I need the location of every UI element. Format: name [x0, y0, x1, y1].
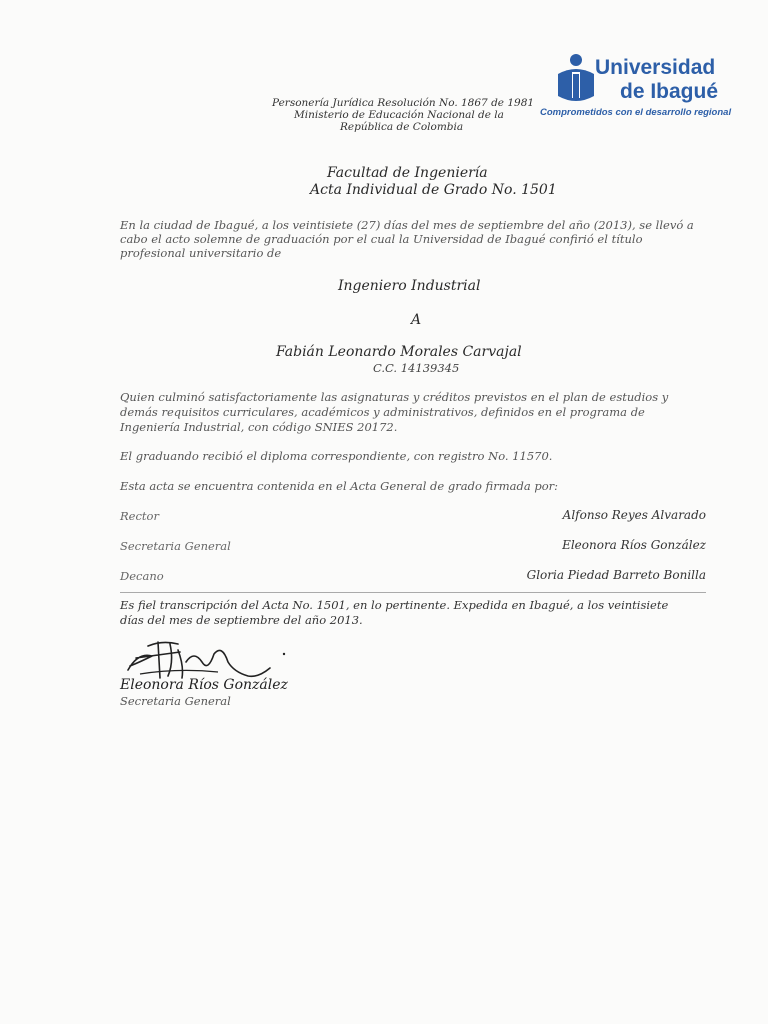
diploma-registration: El graduando recibió el diploma correspondiente, con registro No. 11570.: [120, 449, 553, 463]
signer-role: Secretaria General: [120, 694, 231, 708]
transcription-line2: días del mes de septiembre del año 2013.: [120, 613, 363, 627]
signatory-role-dean: Decano: [120, 569, 164, 583]
connector-text: A: [411, 312, 422, 328]
intro-line3: profesional universitario de: [120, 246, 282, 260]
transcription-line1: Es fiel transcripción del Acta No. 1501, en lo pertinente. Expedida en Ibagué, a los veintisiete: [120, 598, 669, 612]
logo-text-line1: Universidad: [595, 56, 716, 79]
signatory-name-rector: Alfonso Reyes Alvarado: [562, 508, 706, 522]
divider-line: [120, 592, 706, 593]
completion-line2: demás requisitos curriculares, académicos y administrativos, definidos en el programa de: [120, 405, 645, 419]
signer-name: Eleonora Ríos González: [120, 677, 288, 693]
graduate-name: Fabián Leonardo Morales Carvajal: [276, 344, 522, 360]
graduate-id: C.C. 14139345: [373, 361, 460, 375]
intro-line2: cabo el acto solemne de graduación por el cual la Universidad de Ibagué confirió el título: [120, 232, 643, 246]
completion-line3: Ingeniería Industrial, con código SNIES 20172.: [120, 420, 398, 434]
logo-tagline: Comprometidos con el desarrollo regional: [540, 107, 732, 118]
degree-title: Ingeniero Industrial: [338, 278, 481, 294]
university-emblem-icon: [540, 50, 600, 110]
faculty-title: Facultad de Ingeniería: [327, 165, 488, 181]
signatory-name-secretary: Eleonora Ríos González: [562, 538, 706, 552]
logo-text-line2: de Ibagué: [620, 80, 719, 103]
act-title: Acta Individual de Grado No. 1501: [310, 182, 557, 198]
legal-registration: Personería Jurídica Resolución No. 1867 de 1981: [272, 97, 535, 109]
country-line: República de Colombia: [340, 121, 464, 133]
completion-line1: Quien culminó satisfactoriamente las asignaturas y créditos previstos en el plan de estudios y: [120, 390, 669, 404]
signatory-role-rector: Rector: [120, 509, 159, 523]
signatory-role-secretary: Secretaria General: [120, 539, 231, 553]
university-logo: [540, 50, 760, 120]
ministry-line: Ministerio de Educación Nacional de la: [294, 109, 504, 121]
signatory-name-dean: Gloria Piedad Barreto Bonilla: [526, 568, 706, 582]
intro-line1: En la ciudad de Ibagué, a los veintisiete (27) días del mes de septiembre del año (2013), se llevó a: [120, 218, 694, 232]
signed-by-intro: Esta acta se encuentra contenida en el Acta General de grado firmada por:: [120, 479, 558, 493]
